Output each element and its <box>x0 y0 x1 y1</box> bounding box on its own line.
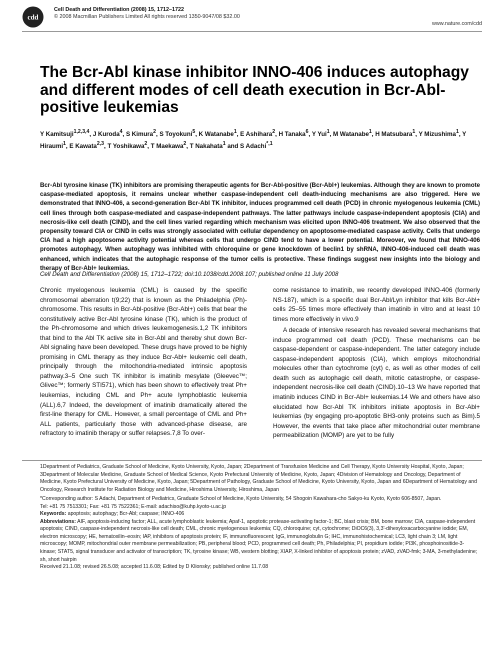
body-column-left <box>40 286 247 439</box>
copyright-line: © 2008 Macmillan Publishers Limited All rights reserved 1350-9047/08 $32.00 <box>54 14 240 20</box>
body-paragraph: come resistance to imatinib, we recently developed INNO-406 (formerly NS-187), which is a specific dual Bcr-Abl/Lyn inhibitor that kills Bcr-Abl+ cells 25–55 times more effectively than imatinib in vitro and at least 10 times more effectively in vivo.9 <box>273 287 480 323</box>
keywords-text: apoptosis; autophagy; Bcr-Abl; caspase; INNO-406 <box>66 511 185 518</box>
footnotes <box>40 464 480 572</box>
author-list: Y Kamitsuji$^{1,2,3,4}$, J Kuroda$^4$, S Kimura$^2$, S Toyokuni$^5$, K Watanabe$^1$, E Ashihara$^2$, H Tanaka$^6$, Y Yui$^1$, M Watanabe$^1$, H Matsubara$^1$, Y Mizushima$^1$, Y Hiraumi$^1$, E Kawata$^{2,3}$, T Yoshikawa$^2$, T Maekawa$^2$, T Nakahata$^1$ and S Adachi$^{*,1}$ <box>40 129 467 150</box>
body-column-right <box>273 286 480 441</box>
affiliations: 1Department of Pediatrics, Graduate School of Medicine, Kyoto University, Kyoto, Japan; 2Department of Transfusion Medicine and Cell Therapy, Kyoto University Hospital, Kyoto, Japan; 3Department of Molecular Medicine, Graduate School of Medical Science, Kyoto Prefectural University of Medicine, Kyoto, Japan; 4Division of Hematology and Oncology, Department of Medicine, Kyoto Prefectural University of Medicine, Kyoto, Japan; 5Department of Pathology, Graduate School of Medicine, Kyoto University, Kyoto, Japan and 6Department of Hematology and Oncology, Research Institute for Radiation Biology and Medicine, Hiroshima University, Hiroshima, Japan <box>40 464 477 493</box>
keywords-label: Keywords: <box>40 511 67 518</box>
journal-header <box>22 6 482 32</box>
footnote-rule <box>22 460 482 461</box>
correspondence: *Corresponding author: S Adachi, Department of Pediatrics, Graduate School of Medicine, Kyoto University, 54 Shogoin Kawahara-cho Sakyo-ku Kyoto, Kyoto 606-8507, Japan. <box>40 496 442 503</box>
abstract: Bcr-Abl tyrosine kinase (TK) inhibitors are promising therapeutic agents for Bcr-Abl-positive (Bcr-Abl+) leukemias. Although they are known to promote caspase-mediated apoptosis, it remains unclear whether caspase-independent cell death-inducing mechanisms are also triggered. Here we demonstrated that INNO-406, a second-generation Bcr-Abl TK inhibitor, induces programmed cell death (PCD) in chronic myelogenous leukemia (CML) cell lines through both caspase-mediated and caspase-independent pathways. The latter pathways include caspase-independent apoptosis (CIA) and necrosis-like cell death (CIND), and the cell lines varied regarding which mechanism was elicited upon INNO-406 treatment. We also observed that the propensity toward CIA or CIND in cells was strongly associated with cellular dependency on apoptosome-mediated caspase activity. Cells that undergo CIA had a high apoptosome activity potential whereas cells that undergo CIND tend to have a lower potential. Moreover, we found that INNO-406 promotes autophagy. When autophagy was inhibited with chloroquine or gene knockdown of beclin1 by shRNA, INNO-406-induced cell death was enhanced, which indicates that the autophagic response of the tumor cells is protective. These findings suggest new insights into the biology and therapy of Bcr-Abl+ leukemias. <box>40 182 480 272</box>
svg-text:cdd: cdd <box>27 13 39 22</box>
article-citation: Cell Death and Differentiation (2008) 15, 1712–1722; doi:10.1038/cdd.2008.107; published online 11 July 2008 <box>40 271 339 278</box>
journal-citation: Cell Death and Differentiation (2008) 15, 1712–1722 <box>54 7 185 13</box>
abbreviations <box>40 519 480 564</box>
macmillan-logo-icon <box>22 6 44 28</box>
journal-url[interactable]: www.nature.com/cdd <box>431 21 482 27</box>
body-paragraph: A decade of intensive research has revealed several mechanisms that induce programmed cell death (PCD). These mechanisms can be caspase-dependent or caspase-independent. The latter category include caspase-independent apoptosis (CIA), which employs mitochondrial molecules other than cytochrome (cyt) c, as well as other modes of cell death such as autophagic cell death, mitotic catastrophe, or caspase-independent necrosis-like cell death (CIND).10–13 We have reported that imatinib induces CIND in Bcr-Abl+ leukemias.14 We and others have also elucidated how Bcr-Abl TK inhibitors initiate apoptosis in Bcr-Abl+ leukemias (by engaging pro-apoptotic BH3-only proteins such as Bim).5 However, the events that take place after mitochondrial outer membrane permeabilization (MOMP) are yet to be fully <box>273 327 480 440</box>
abbreviations-label: Abbreviations: <box>40 518 76 525</box>
article-title: The Bcr-Abl kinase inhibitor INNO-406 induces autophagy and different modes of cell death execution in Bcr-Abl-positive leukemias <box>40 64 469 116</box>
contact-info: Tel: +81 75 7513301; Fax: +81 75 7522361; E-mail: adachiso@kuhp.kyoto-u.ac.jp <box>40 503 227 510</box>
received-dates: Received 21.1.08; revised 26.5.08; accepted 11.6.08; Edited by D Klionsky; published online 11.7.08 <box>40 564 269 571</box>
header-rule <box>22 31 482 32</box>
keywords <box>40 511 480 519</box>
body-paragraph: Chronic myelogenous leukemia (CML) is caused by the specific chromosomal aberration t(9;22) that is known as the Philadelphia (Ph)-chromosome. This results in Bcr-Abl-positive (Bcr-Abl+) cells that bear the constitutively active Bcr-Abl tyrosine kinase (TK), which is the product of the Ph-chromosome and which drives leukemogenesis.1,2 TK inhibitors that bind to the Abl TK active site in Bcr-Abl and thereby shut down Bcr-Abl signaling have been developed. These drugs have proved to be highly promising in CML therapy as they induce Bcr-Abl+ leukemic cell death, principally through the mitochondria-mediated intrinsic apoptosis pathway.3–5 One such TK inhibitor is imatinib mesylate (Gleevec™; Glivec™; formerly STI571), which has been shown to effectively treat Ph+ leukemias, including CML and Ph+ acute lymphoblastic leukemia (ALL).6,7 Indeed, the development of imatinib dramatically altered the first-line therapy for CML. However, a small percentage of CML and Ph+ ALL patients, particularly those with advanced-phase disease, are refractory to imatinib therapy or suffer relapses.7,8 To over- <box>40 287 247 438</box>
abbreviations-text: AIF, apoptosis-inducing factor; ALL, acute lymphoblastic leukemia; Apaf-1, apoptotic protease-activating factor-1; BC, blast crisis; BM, bone marrow; CIA, caspase-independent apoptosis; CIND, caspase-independent necrosis-like cell death; CML, chronic myelogenous leukemia; CQ, chloroquine; cyt, cytochrome; DiOC6(3), 3,3'-dihexyloxacarbocyanine iodide; EM, electron microscopy; HE, hematoxilin–eosin; IAP, inhibitors of apoptosis protein; IF, immunofluorescent; IgG, immunoglobulin G; IHC, immunohistochemical; LC3, light chain 3; LM, light microscopy; MOMP, mitochondrial outer membrane permeabilization; PB, peripheral blood; PCD, programmed cell death; Ph, Philadelphia; PI, propidium iodide; PI3K, phosphoinositide-3-kinase; STAT5, signal transducer and activator of transcription; TK, tyrosine kinase; WB, western blotting; XIAP, X-linked inhibitor of apoptosis protein; zVAD, zVAD-fmk; 3-MA, 3-methyladenine; sh, short hairpin <box>40 518 478 563</box>
